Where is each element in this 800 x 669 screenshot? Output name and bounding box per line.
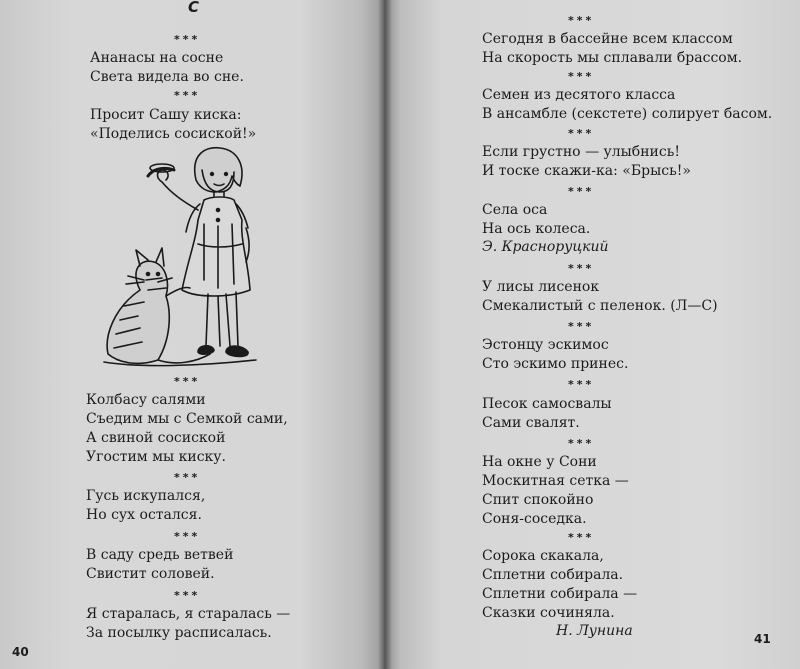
verse-line: Сплетни собирала. (482, 567, 624, 583)
verse-basseyn (482, 30, 742, 68)
verse-separator: *** (568, 70, 595, 83)
verse-eskimos (482, 336, 628, 374)
verse-line: Семен из десятого класса (482, 87, 676, 103)
verse-osa (482, 201, 590, 239)
verse-sonya (482, 453, 629, 529)
verse-line: Света видела во сне. (90, 69, 244, 85)
verse-line: Москитная сетка — (482, 473, 629, 489)
verse-line: Эстонцу эскимос (482, 337, 609, 353)
verse-line: Смекалистый с пеленок. (Л—С) (482, 298, 718, 314)
verse-line: Сами свалят. (482, 415, 580, 431)
verse-pesok (482, 395, 612, 433)
verse-separator: *** (174, 530, 201, 543)
verse-solovey (86, 546, 233, 584)
verse-line: Сегодня в бассейне всем классом (482, 31, 733, 47)
verse-kolbasu (86, 391, 288, 467)
verse-separator: *** (568, 185, 595, 198)
verse-separator: *** (174, 89, 201, 102)
book-spine (378, 0, 392, 669)
verse-line: Сплетни собирала — (482, 586, 638, 602)
verse-line: И тоске скажи-ка: «Брысь!» (482, 163, 691, 179)
verse-line: Но сух остался. (86, 507, 202, 523)
verse-line: Ананасы на сосне (90, 50, 224, 66)
verse-line: А свиной сосиской (86, 430, 226, 446)
verse-separator: *** (568, 262, 595, 275)
verse-line: Спит спокойно (482, 492, 594, 508)
author-krasnorutsky: Э. Красноруцкий (482, 239, 609, 255)
verse-separator: *** (174, 471, 201, 484)
verse-separator: *** (568, 14, 595, 27)
verse-line: Сказки сочиняла. (482, 605, 615, 621)
verse-ananasy (90, 49, 244, 87)
verse-line: Песок самосвалы (482, 396, 612, 412)
verse-line: Просит Сашу киска: (90, 107, 242, 123)
verse-gus (86, 487, 205, 525)
author-lunina: Н. Лунина (556, 623, 633, 639)
verse-line: Если грустно — улыбнись! (482, 144, 680, 160)
verse-line: За посылку расписалась. (86, 625, 272, 641)
verse-line: На окне у Сони (482, 454, 597, 470)
verse-line: На скорость мы сплавали брассом. (482, 50, 743, 66)
right-page (384, 0, 800, 669)
verse-staralas (86, 605, 290, 643)
verse-separator: *** (568, 437, 595, 450)
verse-line: В ансамбле (секстете) солирует басом. (482, 106, 773, 122)
verse-line: Гусь искупался, (86, 488, 206, 504)
verse-semen (482, 86, 772, 124)
verse-line: В саду средь ветвей (86, 547, 234, 563)
verse-line: Я старалась, я старалась — (86, 606, 291, 622)
page-number-left: 40 (12, 645, 29, 659)
page-number-right: 41 (754, 632, 771, 646)
verse-lisenok (482, 278, 718, 316)
verse-separator: *** (568, 531, 595, 544)
verse-line: Свистит соловей. (86, 566, 215, 582)
verse-line: Села оса (482, 202, 548, 218)
verse-line: Сорока скакала, (482, 548, 604, 564)
girl-and-cat-illustration (100, 140, 260, 372)
verse-line: Соня-соседка. (482, 511, 587, 527)
verse-line: «Поделись сосиской!» (90, 126, 257, 142)
verse-line: У лисы лисенок (482, 279, 600, 295)
verse-line: Колбасу салями (86, 392, 206, 408)
verse-line: Съедим мы с Семкой сами, (86, 411, 288, 427)
verse-grustno (482, 143, 691, 181)
verse-separator: *** (568, 320, 595, 333)
verse-separator: *** (568, 127, 595, 140)
verse-line: На ось колеса. (482, 221, 591, 237)
verse-kiska (90, 106, 256, 144)
verse-separator: *** (568, 378, 595, 391)
verse-separator: *** (174, 33, 201, 46)
verse-soroka (482, 547, 637, 623)
verse-separator: *** (174, 375, 201, 388)
section-letter: С (188, 0, 200, 16)
left-page (0, 0, 384, 669)
verse-separator: *** (174, 589, 201, 602)
verse-line: Угостим мы киску. (86, 449, 226, 465)
verse-line: Сто эскимо принес. (482, 356, 629, 372)
